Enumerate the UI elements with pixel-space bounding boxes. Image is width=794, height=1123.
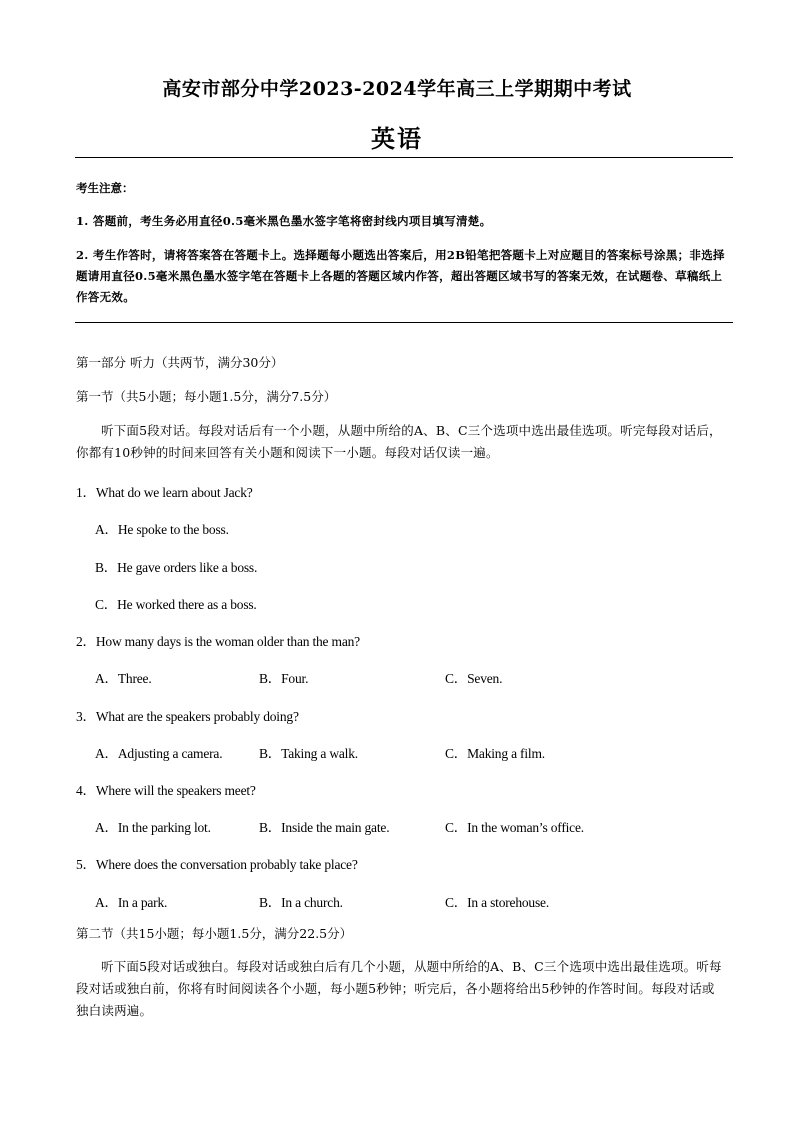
question-5: 5．Where does the conversation probably take place?: [76, 857, 358, 872]
q1-option-a: A．He spoke to the boss.: [95, 522, 229, 537]
q1-option-c: C．He worked there as a boss.: [95, 597, 257, 612]
q3-option-a: A．Adjusting a camera.: [95, 746, 223, 761]
notice-item-2: 2. 考生作答时，请将答案答在答题卡上。选择题每小题选出答案后，用2B铅笔把答题卡上对应题目的答案标号涂黑；非选择题请用直径0.5毫米黑色墨水签字笔在答题卡上各题的答题区域内作答，超出答题区域书写的答案无效，在试题卷、草稿纸上作答无效。: [76, 248, 725, 304]
question-2: 2．How many days is the woman older than the man?: [76, 634, 360, 649]
q3-option-b: B．Taking a walk.: [259, 746, 358, 761]
q4-option-b: B．Inside the main gate.: [259, 820, 390, 835]
notice-item-1: 1. 答题前，考生务必用直径0.5毫米黑色墨水签字笔将密封线内项目填写清楚。: [76, 214, 492, 228]
section1-heading: 第一节（共5小题；每小题1.5分，满分7.5分）: [76, 389, 337, 404]
top-divider: [75, 157, 733, 158]
question-1: 1．What do we learn about Jack?: [76, 485, 253, 500]
q4-option-a: A．In the parking lot.: [95, 820, 211, 835]
q1-option-b: B．He gave orders like a boss.: [95, 560, 258, 575]
part1-heading: 第一部分 听力（共两节，满分30分）: [76, 355, 284, 370]
q2-option-a: A．Three.: [95, 671, 152, 686]
bottom-divider: [75, 322, 733, 323]
q4-option-c: C．In the woman’s office.: [445, 820, 584, 835]
q3-option-c: C．Making a film.: [445, 746, 545, 761]
section1-instructions: 听下面5段对话。每段对话后有一个小题，从题中所给的A、B、C三个选项中选出最佳选项。听完每段对话后，你都有10秒钟的时间来回答有关小题和阅读下一小题。每段对话仅读一遍。: [76, 423, 722, 460]
q5-option-b: B．In a church.: [259, 895, 343, 910]
q2-option-c: C．Seven.: [445, 671, 503, 686]
question-3: 3．What are the speakers probably doing?: [76, 709, 299, 724]
notice-heading: 考生注意：: [76, 181, 134, 195]
question-4: 4．Where will the speakers meet?: [76, 783, 256, 798]
q5-option-c: C．In a storehouse.: [445, 895, 550, 910]
subject-title: 英语: [371, 124, 423, 153]
exam-title: 高安市部分中学2023-2024学年高三上学期期中考试: [162, 78, 632, 100]
section2-heading: 第二节（共15小题；每小题1.5分，满分22.5分）: [76, 926, 353, 941]
q5-option-a: A．In a park.: [95, 895, 168, 910]
q2-option-b: B．Four.: [259, 671, 309, 686]
section2-instructions: 听下面5段对话或独白。每段对话或独白后有几个小题，从题中所给的A、B、C三个选项中选出最佳选项。听每段对话或独白前，你将有时间阅读各个小题，每小题5秒钟；听完后，各小题将给出5秒钟的作答时间。每段对话或独白读两遍。: [76, 959, 722, 1018]
